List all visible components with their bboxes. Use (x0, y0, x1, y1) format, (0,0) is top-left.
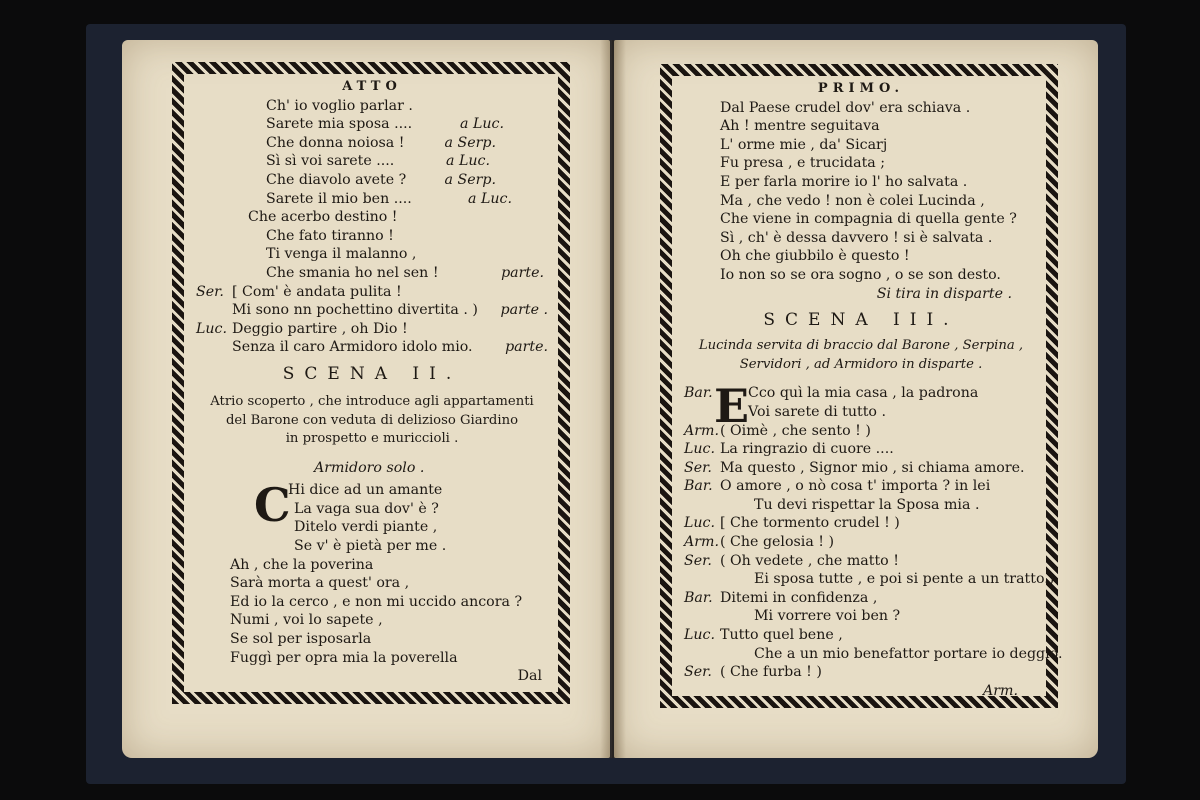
speaker-label: Ser. (684, 664, 712, 681)
catchword (196, 667, 548, 686)
speech-line (684, 570, 1055, 589)
scene-description: in prospetto e muriccioli . (285, 431, 459, 447)
verse-text: Che diavolo avete ? (266, 171, 407, 188)
speech-text: ( Oh vedete , che matto ! (720, 552, 899, 569)
stage-cue: parte . (500, 302, 548, 319)
speech-line (196, 320, 548, 339)
verse-line: Ti venga il malanno , (266, 246, 417, 263)
speech-text: Mi vorrere voi ben ? (754, 608, 901, 625)
speech-line (684, 459, 1038, 478)
stage-cue: a Luc. (446, 153, 490, 170)
speaker-label: Ser. (684, 552, 712, 569)
stage-cue: a Luc. (460, 116, 504, 133)
verse-line: E per farla morire io l' ho salvata . (720, 173, 968, 190)
scene-description: Atrio scoperto , che introduce agli appartamenti (210, 393, 534, 409)
speech-text: Senza il caro Armidoro idolo mio. (232, 339, 473, 356)
verse-line: L' orme mie , da' Sicarj (720, 136, 888, 153)
speech-text: [ Che tormento crudel ! ) (720, 515, 900, 532)
verse-line (196, 190, 548, 209)
verse-text: Sarete mia sposa .... (266, 116, 413, 133)
speaker-label: Luc. (684, 441, 716, 458)
verse-line (196, 152, 548, 171)
speaker-label: Luc. (684, 627, 716, 644)
verse-line: Ah ! mentre seguitava (720, 118, 880, 135)
speech-text: O amore , o nò cosa t' importa ? in lei (720, 478, 991, 495)
verse-line (196, 264, 548, 283)
speaker-label: Ser. (196, 283, 224, 300)
verse-line: Sarà morta a quest' ora , (230, 575, 410, 592)
speech-text: [ Com' è andata pulita ! (232, 283, 402, 300)
stage-direction: Si tira in disparte . (876, 285, 1012, 302)
verse-text: Sarete il mio ben .... (266, 190, 412, 207)
character-solo-label: Armidoro solo . (314, 459, 425, 476)
speech-line (684, 533, 1038, 552)
verse-line: Se v' è pietà per me . (294, 538, 447, 555)
speech-text: Ei sposa tutte , e poi si pente a un tratto.) (754, 571, 1055, 588)
speaker-label: Bar. (684, 385, 713, 402)
speech-text: Ma questo , Signor mio , si chiama amore. (720, 459, 1025, 476)
speech-text: Mi sono nn pochettino divertita . ) (232, 302, 478, 319)
page-header: ATTO (342, 79, 402, 94)
speech-line (684, 477, 1038, 496)
book-gutter (600, 40, 626, 758)
stage-cue: parte. (505, 339, 548, 356)
verse-line: Se sol per isposarla (230, 631, 372, 648)
verse-line: Hi dice ad un amante (288, 482, 443, 499)
speech-text: Cco quì la mia casa , la padrona (748, 385, 979, 402)
speaker-label: Bar. (684, 589, 713, 606)
verse-line: Fuggì per opra mia la poverella (230, 649, 458, 666)
verse-line: Ma , che vedo ! non è colei Lucinda , (720, 192, 985, 209)
stage-cue: a Luc. (468, 190, 512, 207)
verse-line: Fu presa , e trucidata ; (720, 155, 886, 172)
speech-line (684, 384, 1038, 403)
speaker-label: Arm. (684, 534, 719, 551)
drop-cap-letter: C (254, 478, 291, 533)
speech-line: Voi sarete di tutto . (748, 403, 886, 420)
stage-direction-line (684, 285, 1038, 304)
speech-line (684, 663, 1038, 682)
speech-line (684, 422, 1038, 441)
verse-line: Ditelo verdi piante , (294, 519, 438, 536)
verse-line: Che viene in compagnia di quella gente ? (720, 211, 1017, 228)
speech-line (684, 514, 1038, 533)
verse-text: Che smania ho nel sen ! (266, 264, 439, 281)
speaker-label: Arm. (684, 422, 719, 439)
verse-text: Ch' io voglio parlar . (266, 97, 413, 114)
speech-line (684, 589, 1038, 608)
scene-description: Servidori , ad Armidoro in disparte . (739, 356, 983, 372)
speech-text: Che a un mio benefattor portare io deggio. (754, 645, 1063, 662)
verse-line: Che acerbo destino ! (248, 209, 398, 226)
speech-text: ( Oimè , che sento ! ) (720, 422, 871, 439)
speech-line (196, 301, 548, 320)
verse-line (196, 115, 548, 134)
verse-line (196, 97, 548, 116)
verse-line: La vaga sua dov' è ? (294, 500, 439, 517)
catchword (684, 682, 1038, 701)
scene-description: del Barone con veduta di delizioso Giardino (225, 412, 519, 428)
catchword-text: Arm. (983, 682, 1018, 699)
speech-line (684, 496, 1038, 515)
stage-cue: a Serp. (444, 134, 496, 151)
speech-text: La ringrazio di cuore .... (720, 441, 894, 458)
scene-title: SCENA III. (763, 310, 959, 331)
verse-line (196, 134, 548, 153)
speech-text: Deggio partire , oh Dio ! (232, 320, 408, 337)
stage-cue: a Serp. (444, 171, 496, 188)
speech-text: Ditemi in confidenza , (720, 589, 878, 606)
verse-line: Ed io la cerco , e non mi uccido ancora ? (230, 593, 523, 610)
drop-cap-letter: E (714, 379, 750, 434)
verse-line: Io non so se ora sogno , o se son desto. (720, 266, 1001, 283)
verse-text: Che donna noiosa ! (266, 134, 405, 151)
page-header: PRIMO. (817, 81, 905, 96)
scene-description: Lucinda servita di braccio dal Barone , Serpina , (698, 338, 1024, 354)
speech-line (684, 440, 1038, 459)
right-page-text (684, 80, 1063, 700)
dropcap-block (196, 478, 548, 555)
speech-line (684, 607, 1038, 626)
speaker-label: Luc. (684, 515, 716, 532)
speaker-label: Ser. (684, 459, 712, 476)
speech-line (196, 283, 548, 302)
verse-line: Ah , che la poverina (230, 556, 374, 573)
speech-line (684, 645, 1063, 664)
scene-title: SCENA II. (282, 363, 462, 384)
verse-line (196, 171, 548, 190)
speech-text: ( Che gelosia ! ) (720, 534, 835, 551)
speaker-label: Bar. (684, 478, 713, 495)
verse-line: Sì , ch' è dessa davvero ! si è salvata . (720, 229, 993, 246)
speech-line (196, 338, 548, 357)
speaker-label: Luc. (196, 320, 228, 337)
speech-text: Tu devi rispettar la Sposa mia . (754, 496, 980, 513)
verse-text: Sì sì voi sarete .... (266, 153, 395, 170)
verse-line: Oh che giubbilo è questo ! (720, 248, 910, 265)
speech-line (684, 626, 1038, 645)
catchword-text: Dal (517, 668, 542, 685)
stage-cue: parte. (501, 264, 544, 281)
speech-text: ( Che furba ! ) (720, 664, 822, 681)
verse-line: Numi , voi lo sapete , (230, 612, 383, 629)
verse-line: Dal Paese crudel dov' era schiava . (720, 99, 971, 116)
left-page-text (196, 78, 548, 686)
speech-text: Tutto quel bene , (720, 627, 843, 644)
verse-line: Che fato tiranno ! (266, 227, 394, 244)
speech-line (684, 552, 1038, 571)
